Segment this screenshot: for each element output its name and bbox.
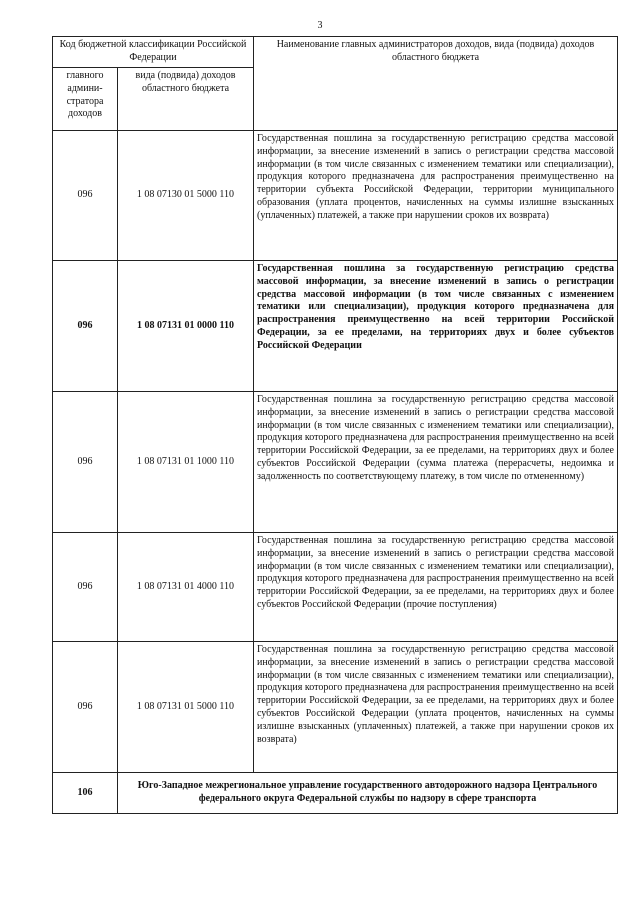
admin-code-cell: 096 — [53, 261, 118, 392]
table-row — [53, 392, 618, 533]
table-row — [53, 533, 618, 642]
code-group-header: Код бюджетной классификации Российской Федерации — [53, 37, 254, 68]
table-row — [53, 131, 618, 261]
admin-column-header: главного админи-стратора доходов — [53, 68, 118, 131]
admin-code-cell: 096 — [53, 131, 118, 261]
admin-code-cell: 096 — [53, 642, 118, 773]
table-row — [53, 642, 618, 773]
name-column-header: Наименование главных администраторов доходов, вида (подвида) доходов областного бюджета — [254, 37, 618, 131]
budget-code-cell: 1 08 07131 01 5000 110 — [118, 642, 254, 773]
admin-code-cell: 096 — [53, 392, 118, 533]
revenue-name-cell: Государственная пошлина за государственную регистрацию средства массовой информации, за внесение изменений в запись о регистрации средства массовой информации (в том числе связанных с изменением тематики или специализации), продукция которого предназначена для распространения преимущественно на территории субъекта Российской Федерации, территории муниципального образования (уплата процентов, начисленных на суммы излишне взысканных (уплаченных) платежей, а также при нарушении сроков их возврата) — [254, 131, 618, 261]
revenue-name-cell: Государственная пошлина за государственную регистрацию средства массовой информации, за внесение изменений в запись о регистрации средства массовой информации (в том числе связанных с изменением тематики или специализации), продукция которого предназначена для распространения преимущественно на всей территории Российской Федерации, за ее пределами, на территориях двух и более субъектов Российской Федерации (сумма платежа (перерасчеты, недоимка и задолженность по соответствующему платежу, в том числе по отмененному) — [254, 392, 618, 533]
table-header-row — [53, 37, 618, 68]
budget-code-cell: 1 08 07131 01 4000 110 — [118, 533, 254, 642]
budget-classification-table — [52, 36, 618, 814]
admin-code-cell: 106 — [53, 773, 118, 814]
administrator-name-cell: Юго-Западное межрегиональное управление государственного автодорожного надзора Центрального федерального округа Федеральной службы по надзору в сфере транспорта — [118, 773, 618, 814]
budget-code-cell: 1 08 07130 01 5000 110 — [118, 131, 254, 261]
budget-code-cell: 1 08 07131 01 1000 110 — [118, 392, 254, 533]
revenue-name-cell: Государственная пошлина за государственную регистрацию средства массовой информации, за внесение изменений в запись о регистрации средства массовой информации (в том числе связанных с изменением тематики или специализации), продукция которого предназначена для распространения преимущественно на всей территории Российской Федерации, за ее пределами, на территориях двух и более субъектов Российской Федерации (уплата процентов, начисленных на суммы излишне взысканных (уплаченных) платежей, а также при нарушении сроков их возврата) — [254, 642, 618, 773]
revenue-name-cell: Государственная пошлина за государственную регистрацию средства массовой информации, за внесение изменений в запись о регистрации средства массовой информации (в том числе связанных с изменением тематики или специализации), продукция которого предназначена для распространения преимущественно на всей территории Российской Федерации, за ее пределами, на территориях двух и более субъектов Российской Федерации — [254, 261, 618, 392]
admin-code-cell: 096 — [53, 533, 118, 642]
administrator-row — [53, 773, 618, 814]
table-row — [53, 261, 618, 392]
revenue-name-cell: Государственная пошлина за государственную регистрацию средства массовой информации, за внесение изменений в запись о регистрации средства массовой информации (в том числе связанных с изменением тематики или специализации), продукция которого предназначена для распространения преимущественно на всей территории Российской Федерации, за ее пределами, на территориях двух и более субъектов Российской Федерации (прочие поступления) — [254, 533, 618, 642]
budget-code-cell: 1 08 07131 01 0000 110 — [118, 261, 254, 392]
type-column-header: вида (подвида) доходов областного бюджета — [118, 68, 254, 131]
page-number: 3 — [317, 20, 323, 31]
